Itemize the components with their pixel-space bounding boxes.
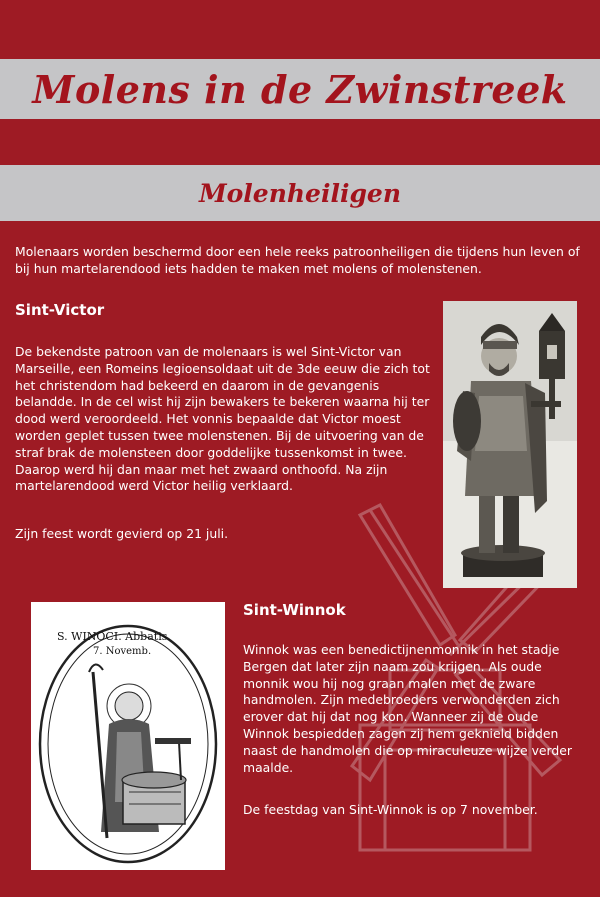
engraving-inscription-1: S. WINOCI. Abbatis.: [57, 630, 171, 643]
engraving-inscription-2: 7. Novemb.: [93, 646, 152, 657]
winnok-heading: Sint-Winnok: [243, 601, 346, 619]
winnok-body: Winnok was een benedictijnenmonnik in het stadje Bergen dat later zijn naam zou krijgen. Als oude monnik wou hij nog graan malen met de zware handmolen. Zijn medebroeders verwonderden zich erover dat hij dat nog kon. Wanneer zij de oude Winnok bespiedden zagen zij hem geknield bidden naast de handmolen die op miraculeuze wijze verder maalde.: [243, 642, 572, 775]
page-title-band: [0, 59, 600, 119]
intro-paragraph: Molenaars worden beschermd door een hele reeks patroonheiligen die tijdens hun leven of bij hun martelarendood iets hadden te maken met molens of molenstenen.: [15, 244, 580, 276]
winnok-engraving-image: [31, 602, 225, 870]
sint-winnok-engraving: [31, 602, 225, 870]
sint-victor-photo: [443, 301, 577, 588]
victor-feast: Zijn feest wordt gevierd op 21 juli.: [15, 526, 229, 541]
victor-body: De bekendste patroon van de molenaars is wel Sint-Victor van Marseille, een Romeins legioensoldaat uit de 3de eeuw die zich tot het christendom had bekeerd en daarom in de gevangenis belandde. In de cel wist hij zijn bewakers te bekeren waarna hij ter dood werd veroordeeld. Het vonnis bepaalde dat Victor moest worden geplet tussen twee molenstenen. Bij de uitvoering van de straf brak de molensteen door goddelijke tussenkomst in twee. Daarop werd hij dan maar met het zwaard onthoofd. Na zijn martelarendood werd Victor heilig verklaard.: [15, 344, 430, 494]
victor-statue-image: [443, 301, 577, 588]
victor-heading: Sint-Victor: [15, 301, 105, 319]
page-title: Molens in de Zwinstreek: [32, 66, 568, 112]
winnok-feast: De feestdag van Sint-Winnok is op 7 november.: [243, 802, 538, 817]
section-title-band: [0, 165, 600, 221]
section-title: Molenheiligen: [198, 178, 402, 208]
